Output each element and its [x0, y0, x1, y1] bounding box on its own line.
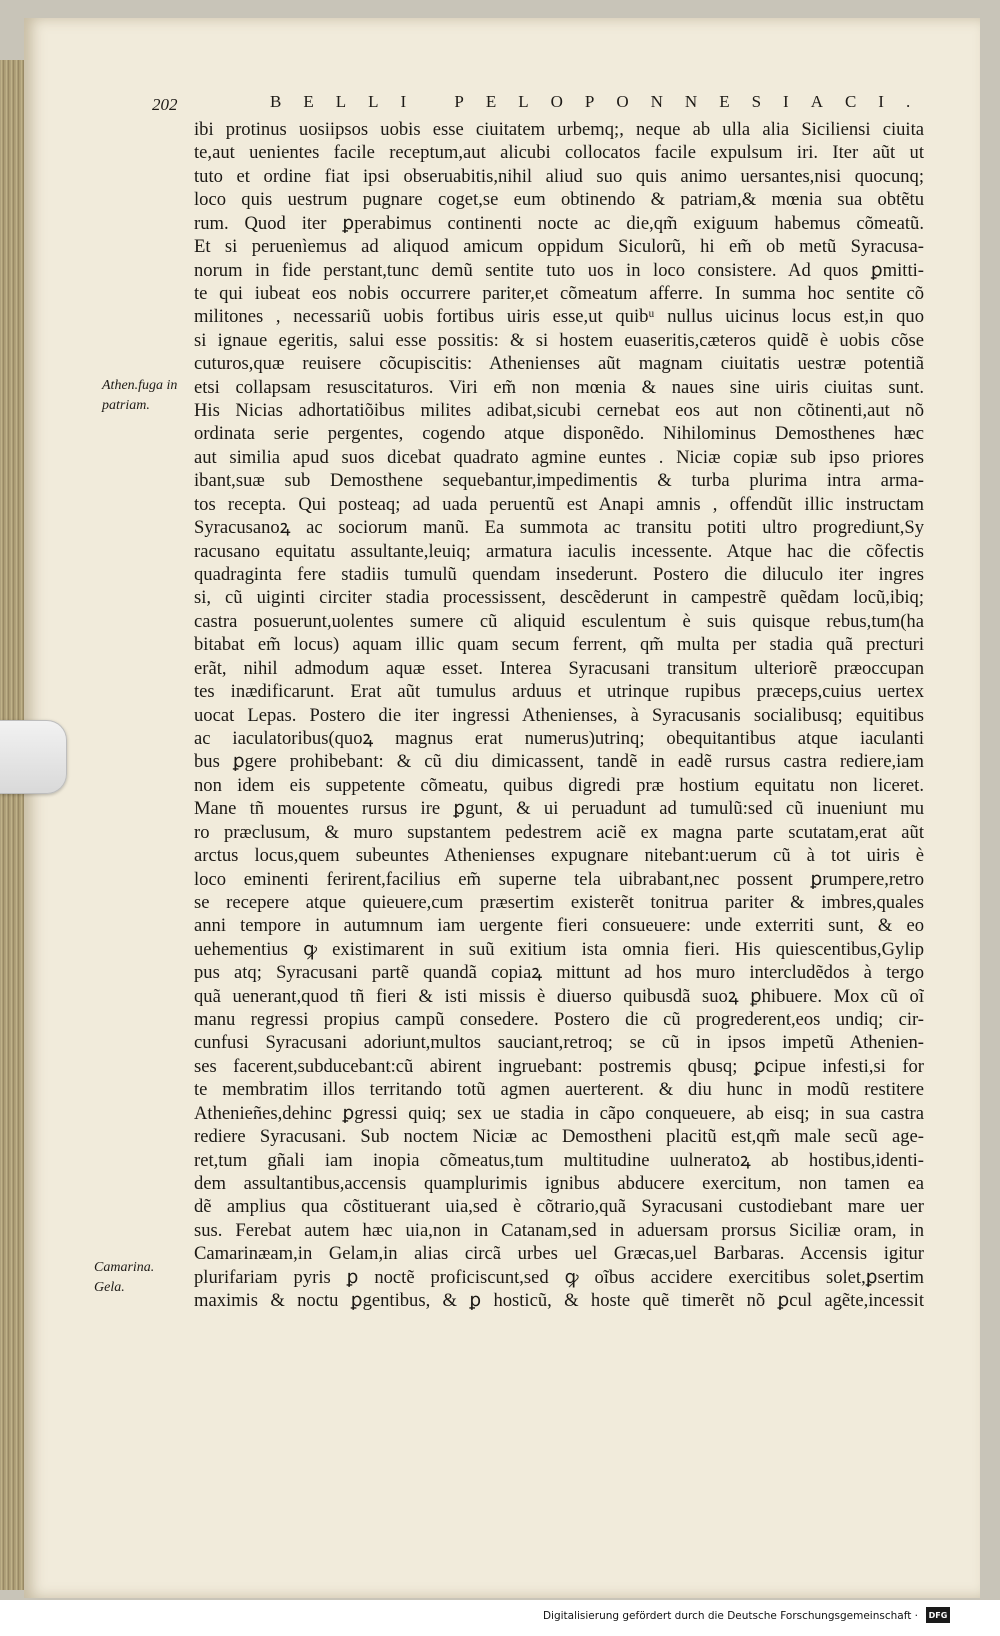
- text-line: uehementius ꝙ existimarent in suũ exitium ista omnia fieri. His quiescentibus,Gylip: [194, 938, 924, 960]
- text-line: sus. Ferebat autem hæc uia,non in Catanam,sed in aduersam prorsus Siciliæ oram, in: [194, 1219, 924, 1241]
- text-line: Camarinæam,in Gelam,in alias circã urbes uel Græcas,uel Barbaras. Accensis igitur: [194, 1243, 924, 1265]
- page-clip: [0, 720, 67, 794]
- text-line: Mane tñ mouentes rursus ire ꝑgunt, & ui peruadunt ad tumulũ:sed cũ inueniunt mu: [194, 798, 924, 820]
- text-line: bitabat em̃ locus) aquam illic quam secum ferrent, qm̃ multa per stadia quã precturi: [194, 634, 924, 656]
- funding-credit: Digitalisierung gefördert durch die Deutsche Forschungsgemeinschaft ·: [542, 1610, 918, 1622]
- text-line: Athenieñes,dehinc ꝑgressi quiq; sex ue stadia in cãpo conqueuere, ab eisq; in sua castra: [194, 1102, 924, 1124]
- text-line: se recepere atque quieuere,cum præsertim existerẽt tonitrua pariter & imbres,quales: [194, 891, 924, 913]
- text-line: te,aut uenientes facile receptum,aut alicubi collocatos facile expulsum iri. Iter aũt ut: [194, 142, 924, 164]
- text-line: te membratim illos territando totũ agmen auerterent. & diu hunc in modũ restitere: [194, 1079, 924, 1101]
- text-line: quadraginta fere stadiis tumulũ quendam insederunt. Postero die diluculo iter ingres: [194, 564, 924, 586]
- text-line: aut similia apud suos dicebat quadrato agmine euntes . Niciæ copiæ sub ipso priores: [194, 446, 924, 468]
- text-line: pus atq; Syracusani partẽ quandã copiaꝝ mittunt ad hos muro intercludẽdos à tergo: [194, 962, 924, 984]
- text-line: cuturos,quæ reuisere cõcupiscitis: Athenienses aũt magnam ciuitatis uestræ potentiã: [194, 353, 924, 375]
- text-line: anni tempore in autumnum iam uergente fieri consueuere: unde exterriti sunt, & eo: [194, 915, 924, 937]
- text-line: dem assultantibus,accensis quamplurimis ignibus abducere exercitum, non tamen ea: [194, 1172, 924, 1194]
- running-title: BELLI PELOPONNESIACI.: [270, 92, 933, 111]
- margin-note-athen-fuga: Athen.fuga in patriam.: [102, 378, 178, 413]
- text-line: cunfusi Syracusani adoriunt,multos sauciant,retroq; se cũ in ipsos impetũ Athenien-: [194, 1032, 924, 1054]
- text-line: erãt, nihil admodum aquæ esset. Interea Syracusani transitum ulteriorẽ præoccupan: [194, 657, 924, 679]
- text-line: non idem eis suppetente cõmeatu, quibus digredi præ hostium equitatu non liceret.: [194, 774, 924, 796]
- text-line: maximis & noctu ꝑgentibus, & ꝑ hosticũ, & hoste quẽ timerẽt nõ ꝑcul agẽte,incessit: [194, 1290, 924, 1312]
- text-line: Syracusanoꝝ ac sociorum manũ. Ea summota ac transitu potiti ultro progrediunt,Sy: [194, 517, 924, 539]
- text-line: arctus locus,quem subeuntes Athenienses expugnare nitebant:uerum cũ à tot uiris è: [194, 845, 924, 867]
- text-line: bus ꝑgere prohibebant: & cũ diu dimicassent, tandẽ in eadẽ rursus castra rediere,iam: [194, 751, 924, 773]
- text-line: ret,tum gñali iam inopia cõmeatus,tum multitudine uulneratoꝝ ab hostibus,identi-: [194, 1149, 924, 1171]
- text-line: loco eminenti ferirent,facilius em̃ superne tela uibrabant,nec possent ꝑrumpere,retro: [194, 868, 924, 890]
- text-line: si ignaue egeritis, salui esse possitis: & si hostem euaseritis,cæteros quidẽ è uobis cõse: [194, 329, 924, 351]
- text-line: ibant,suæ sub Demosthene sequebantur,impedimentis & turba plurima intra arma-: [194, 470, 924, 492]
- text-line: ro præclusum, & muro supstantem pedestrem aciẽ ex magna parte scutatam,erat aũt: [194, 821, 924, 843]
- text-line: tes inædificarunt. Erat aũt tumulus arduus et utrinque rupibus præceps,cuius uertex: [194, 681, 924, 703]
- text-line: etsi collapsam resuscitaturos. Viri em̃ non mœnia & naues sine uiris ciuitas sunt.: [194, 376, 924, 398]
- text-line: ibi protinus uosiipsos uobis esse ciuitatem urbemq;, neque ab ulla alia Siciliensi ciuita: [194, 119, 924, 140]
- text-line: tos recepta. Qui posteaq; ad uada peruentũ est Anapi amnis , offendũt illic instructam: [194, 493, 924, 515]
- text-line: rediere Syracusani. Sub noctem Niciæ ac Demostheni placitũ est,qm̃ male secũ age-: [194, 1126, 924, 1148]
- text-line: ses facerent,subducebant:cũ abirent ingruebant: postremis qbusq; ꝑcipue infesti,si for: [194, 1055, 924, 1077]
- page-number: 202: [152, 95, 178, 114]
- text-line: loco quis uestrum pugnare coget,se eum obtinendo & patriam,& mœnia sua obtẽtu: [194, 189, 924, 211]
- dfg-logo: DFG: [926, 1607, 950, 1623]
- text-line: rum. Quod iter ꝑperabimus continenti nocte ac die,qm̃ exiguum habemus cõmeatũ.: [194, 212, 924, 234]
- text-line: ac iaculatoribus(quoꝝ magnus erat numerus)utrinq; obequitantibus atque iaculanti: [194, 727, 924, 749]
- text-line: plurifariam pyris ꝑ noctẽ proficiscunt,sed ꝙ oĩbus accidere exercitibus solet,ꝑsertim: [194, 1266, 924, 1288]
- text-line: uocat Lepas. Postero die iter ingressi Athenienses, à Syracusanis socialibusq; equitibus: [194, 704, 924, 726]
- text-line: dẽ amplius qua cõstituerant uia,sed è cõtrario,quã Syracusani custodiebant mare uer: [194, 1196, 924, 1218]
- text-line: ordinata serie pergentes, cogendo atque disponẽdo. Nihilominus Demosthenes hæc: [194, 423, 924, 445]
- text-line: manu regressi propius campũ consedere. Postero die cũ progrederent,eos undiq; cir-: [194, 1009, 924, 1031]
- main-text-block: [194, 118, 924, 1313]
- text-line: si, cũ uiginti circiter stadia processissent, descẽderunt in campestrẽ quẽdam locũ,ibiq;: [194, 587, 924, 609]
- margin-note-camarina-gela: Camarina. Gela.: [94, 1260, 155, 1295]
- text-line: racusano equitatu assultante,leuiq; armatura iaculis incessente. Atque hac die cõfectis: [194, 540, 924, 562]
- text-line: Et si peruenìemus ad aliquod amicum oppidum Siculorũ, hi em̃ ob metũ Syracusa-: [194, 236, 924, 258]
- text-line: tuto et ordine fiat ipsi obseruabitis,nihil aliud suo quis animo uersantes,nisi quocunq;: [194, 165, 924, 187]
- text-line: te qui iubeat eos nobis occurrere pariter,et cõmeatum afferre. In summa hoc sentite cõ: [194, 282, 924, 304]
- text-line: His Nicias adhortatiõibus milites adibat,sicubi cernebat eos aut non cõtinenti,aut nõ: [194, 400, 924, 422]
- text-line: norum in fide perstant,tunc demũ sentite tuto uos in loco consistere. Ad quos ꝑmitti-: [194, 259, 924, 281]
- text-line: militones , necessariũ uobis fortibus uiris esse,ut quibᵘ nullus uicinus locus est,in quo: [194, 306, 924, 328]
- text-line: quã uenerant,quod tñ fieri & isti missis è diuerso quibusdã suoꝝ ꝑhibuere. Mox cũ oĩ: [194, 985, 924, 1007]
- text-line: castra posuerunt,uolentes sumere cũ aliquid esculentum è suis quisque rebus,tum(ha: [194, 610, 924, 632]
